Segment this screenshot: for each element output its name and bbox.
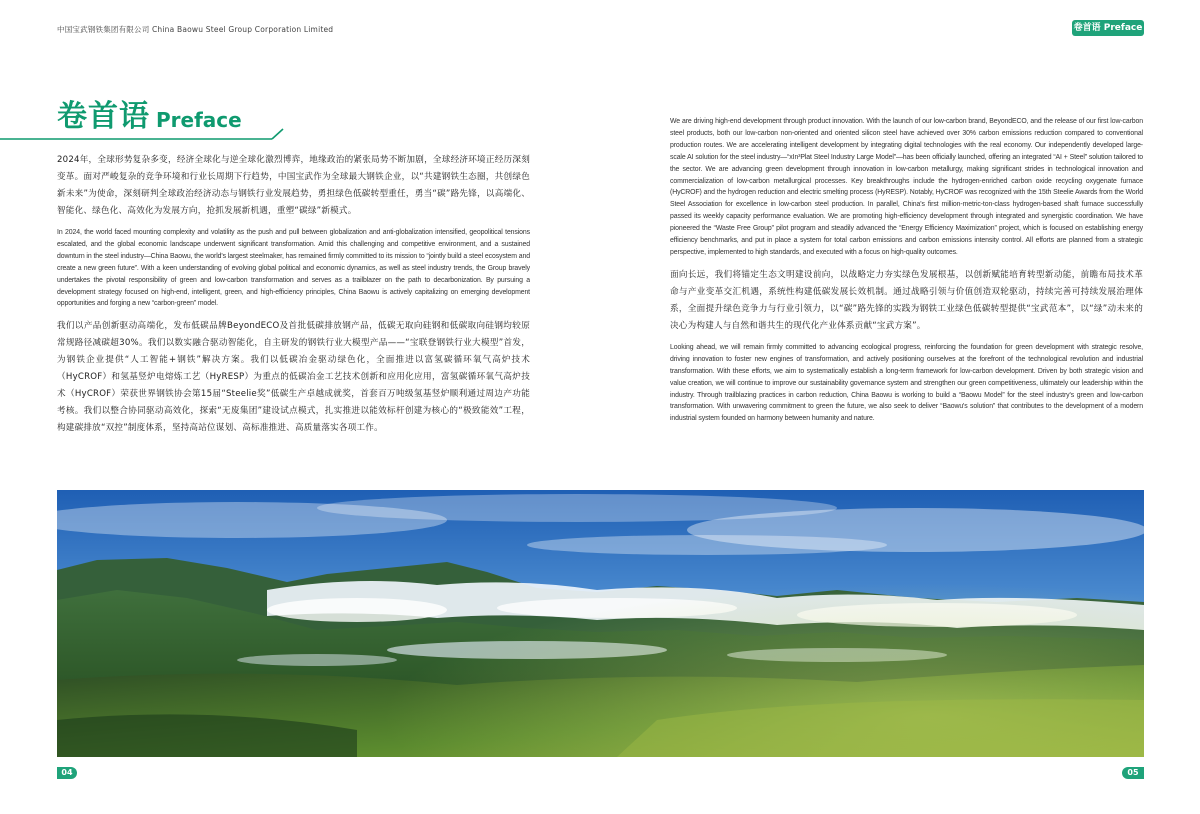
right-text-column	[670, 116, 1143, 474]
paragraph-en: In 2024, the world faced mounting complexity and volatility as the push and pull between globalization and anti-globalization intensified, geopolitical tensions escalated, and the global economic landscape underwent significant transformation. Amid this challenging and competitive environment, and a sustained downturn in the steel industry—China Baowu, the world's largest steelmaker, has remained firmly committed to its mission to “jointly build a steel ecosystem and create a new green future”. With a keen understanding of evolving global political and economic dynamics, as well as steel industry trends, the Group bravely undertakes the pivotal responsibility of green and low-carbon transformation and serves as a trailblazer on the path to decarbonization. By pursuing a development strategy focused on high-end, intelligent, green, and high-efficiency principles, China Baowu is actively capitalizing on emerging development opportunities and forging a new “carbon-green” model.	[57, 229, 530, 308]
paragraph-cn: 面向长远，我们将锚定生态文明建设前向，以战略定力夯实绿色发展根基，以创新赋能培育转型新动能，前瞻布局技术革命与产业变革交汇机遇，系统性构建低碳发展长效机制。通过战略引领与价值创造双轮驱动，持续完善可持续发展治理体系，全面提升绿色竞争力与行业引领力，以“碳”路先锋的实践为钢铁工业绿色低碳转型提供“宝武范本”，以“绿”动未来的决心为构建人与自然和谐共生的现代化产业体系贡献“宝武方案”。	[670, 269, 1143, 331]
landscape-photo	[57, 490, 1144, 757]
paragraph-cn: 我们以产品创新驱动高端化，发布低碳品牌BeyondECO及首批低碳排放钢产品，低碳无取向硅钢和低碳取向硅钢均较原常规路径减碳超30%。我们以数实融合驱动智能化，自主研发的钢铁行业大模型产品——“宝联登钢铁行业大模型”首发，为钢铁企业提供“人工智能+钢铁”解决方案。我们以低碳冶金驱动绿色化，全面推进以富氢碳循环氧气高炉技术（HyCROF）和氢基竖炉电熔炼工艺（HyRESP）为重点的低碳冶金工艺技术创新和应用化应用，富氢碳循环氧气高炉技术（HyCROF）荣获世界钢铁协会第15届“Steelie奖”低碳生产卓越成就奖，首套百万吨级氢基竖炉顺利通过周边产功能考核。我们以整合协同驱动高效化，探索“无废集团”建设试点模式，扎实推进以能效标杆创建为核心的“极致能效”工程，构建碳排放“双控”制度体系，坚持高站位谋划、高标准推进、高质量落实各项工作。	[57, 321, 530, 434]
page-number-left: 04	[57, 767, 77, 779]
paragraph-en: We are driving high-end development through product innovation. With the launch of our low-carbon brand, BeyondECO, and the release of our first low-carbon steel products, both our low-carbon non-oriented and oriented silicon steel have achieved over 30% carbon emissions reduction compared to conventional production routes. We are accelerating intelligent development by integrating digital technologies with the real economy. Our independently developed large-scale AI solution for the steel industry—“xIn³Plat Steel Industry Large Model”—has been officially launched, offering an integrated “AI + Steel” solution tailored to the sector. We are advancing green development through innovation in low-carbon metallurgy, making significant strides in technological innovation and commercialization of low-carbon metallurgical processes. Key breakthroughs include the hydrogen-enriched carbon oxide recycling oxygenate furnace (HyCROF) and the hydrogen reduction and electric smelting process (HyRESP). Notably, HyCROF was recognized with the 15th Steelie Awards from the World Steel Association for excellence in low-carbon steel production. In parallel, China's first million-metric-ton-class hydrogen-based shaft furnace successfully passed its weekly capacity performance evaluation. We are promoting high-efficiency development through integrated and synergistic coordination. We have pioneered the “Waste Free Group” pilot program and steadily advanced the “Energy Efficiency Maximization” project, which is focused on establishing energy efficiency benchmarks, and put in place a system for total carbon emissions and carbon emissions intensity control. All efforts are planned from a strategic perspective, implemented to high standards, and executed with a focus on high-quality outcomes.	[670, 118, 1143, 256]
section-tab: 卷首语 Preface	[1072, 20, 1144, 36]
title-en: Preface	[156, 108, 242, 132]
title-cn: 卷首语	[57, 99, 150, 134]
title-underline	[0, 128, 290, 144]
left-text-column	[57, 152, 530, 474]
paragraph-cn: 2024年，全球形势复杂多变，经济全球化与逆全球化激烈博弈，地缘政治的紧张局势不断加剧，全球经济环境正经历深刻变革。面对严峻复杂的竞争环境和行业长周期下行趋势，中国宝武作为全球最大钢铁企业，以“共建钢铁生态圈，共创绿色新未来”为使命，深刻研判全球政治经济动态与钢铁行业发展趋势，勇担绿色低碳转型重任，勇当“碳”路先锋，以高端化、智能化、绿色化、高效化为发展方向，抢抓发展新机遇，重塑“碳绿”新模式。	[57, 155, 530, 216]
company-name: 中国宝武钢铁集团有限公司 China Baowu Steel Group Corporation Limited	[57, 25, 334, 34]
page-number-right: 05	[1122, 767, 1144, 779]
paragraph-en: Looking ahead, we will remain firmly committed to advancing ecological progress, reinforcing the foundation for green development with strategic resolve, driving innovation to foster new engines of transformation, and actively positioning ourselves at the forefront of the technological revolution and industrial transformation. With these efforts, we aim to systematically establish a long-term framework for low-carbon development. Driven by both strategic vision and value creation, we will continue to improve our sustainability governance system and strengthen our green competitiveness, ultimately our leadership within the industry. Through trailblazing practices in carbon reduction, China Baowu is working to build a “Baowu Model” for the steel industry's green and low-carbon transformation. With unwavering commitment to green the future, we also seek to deliver “Baowu's solution” that contributes to the development of a modern industrial system founded on harmony between humanity and nature.	[670, 343, 1143, 423]
